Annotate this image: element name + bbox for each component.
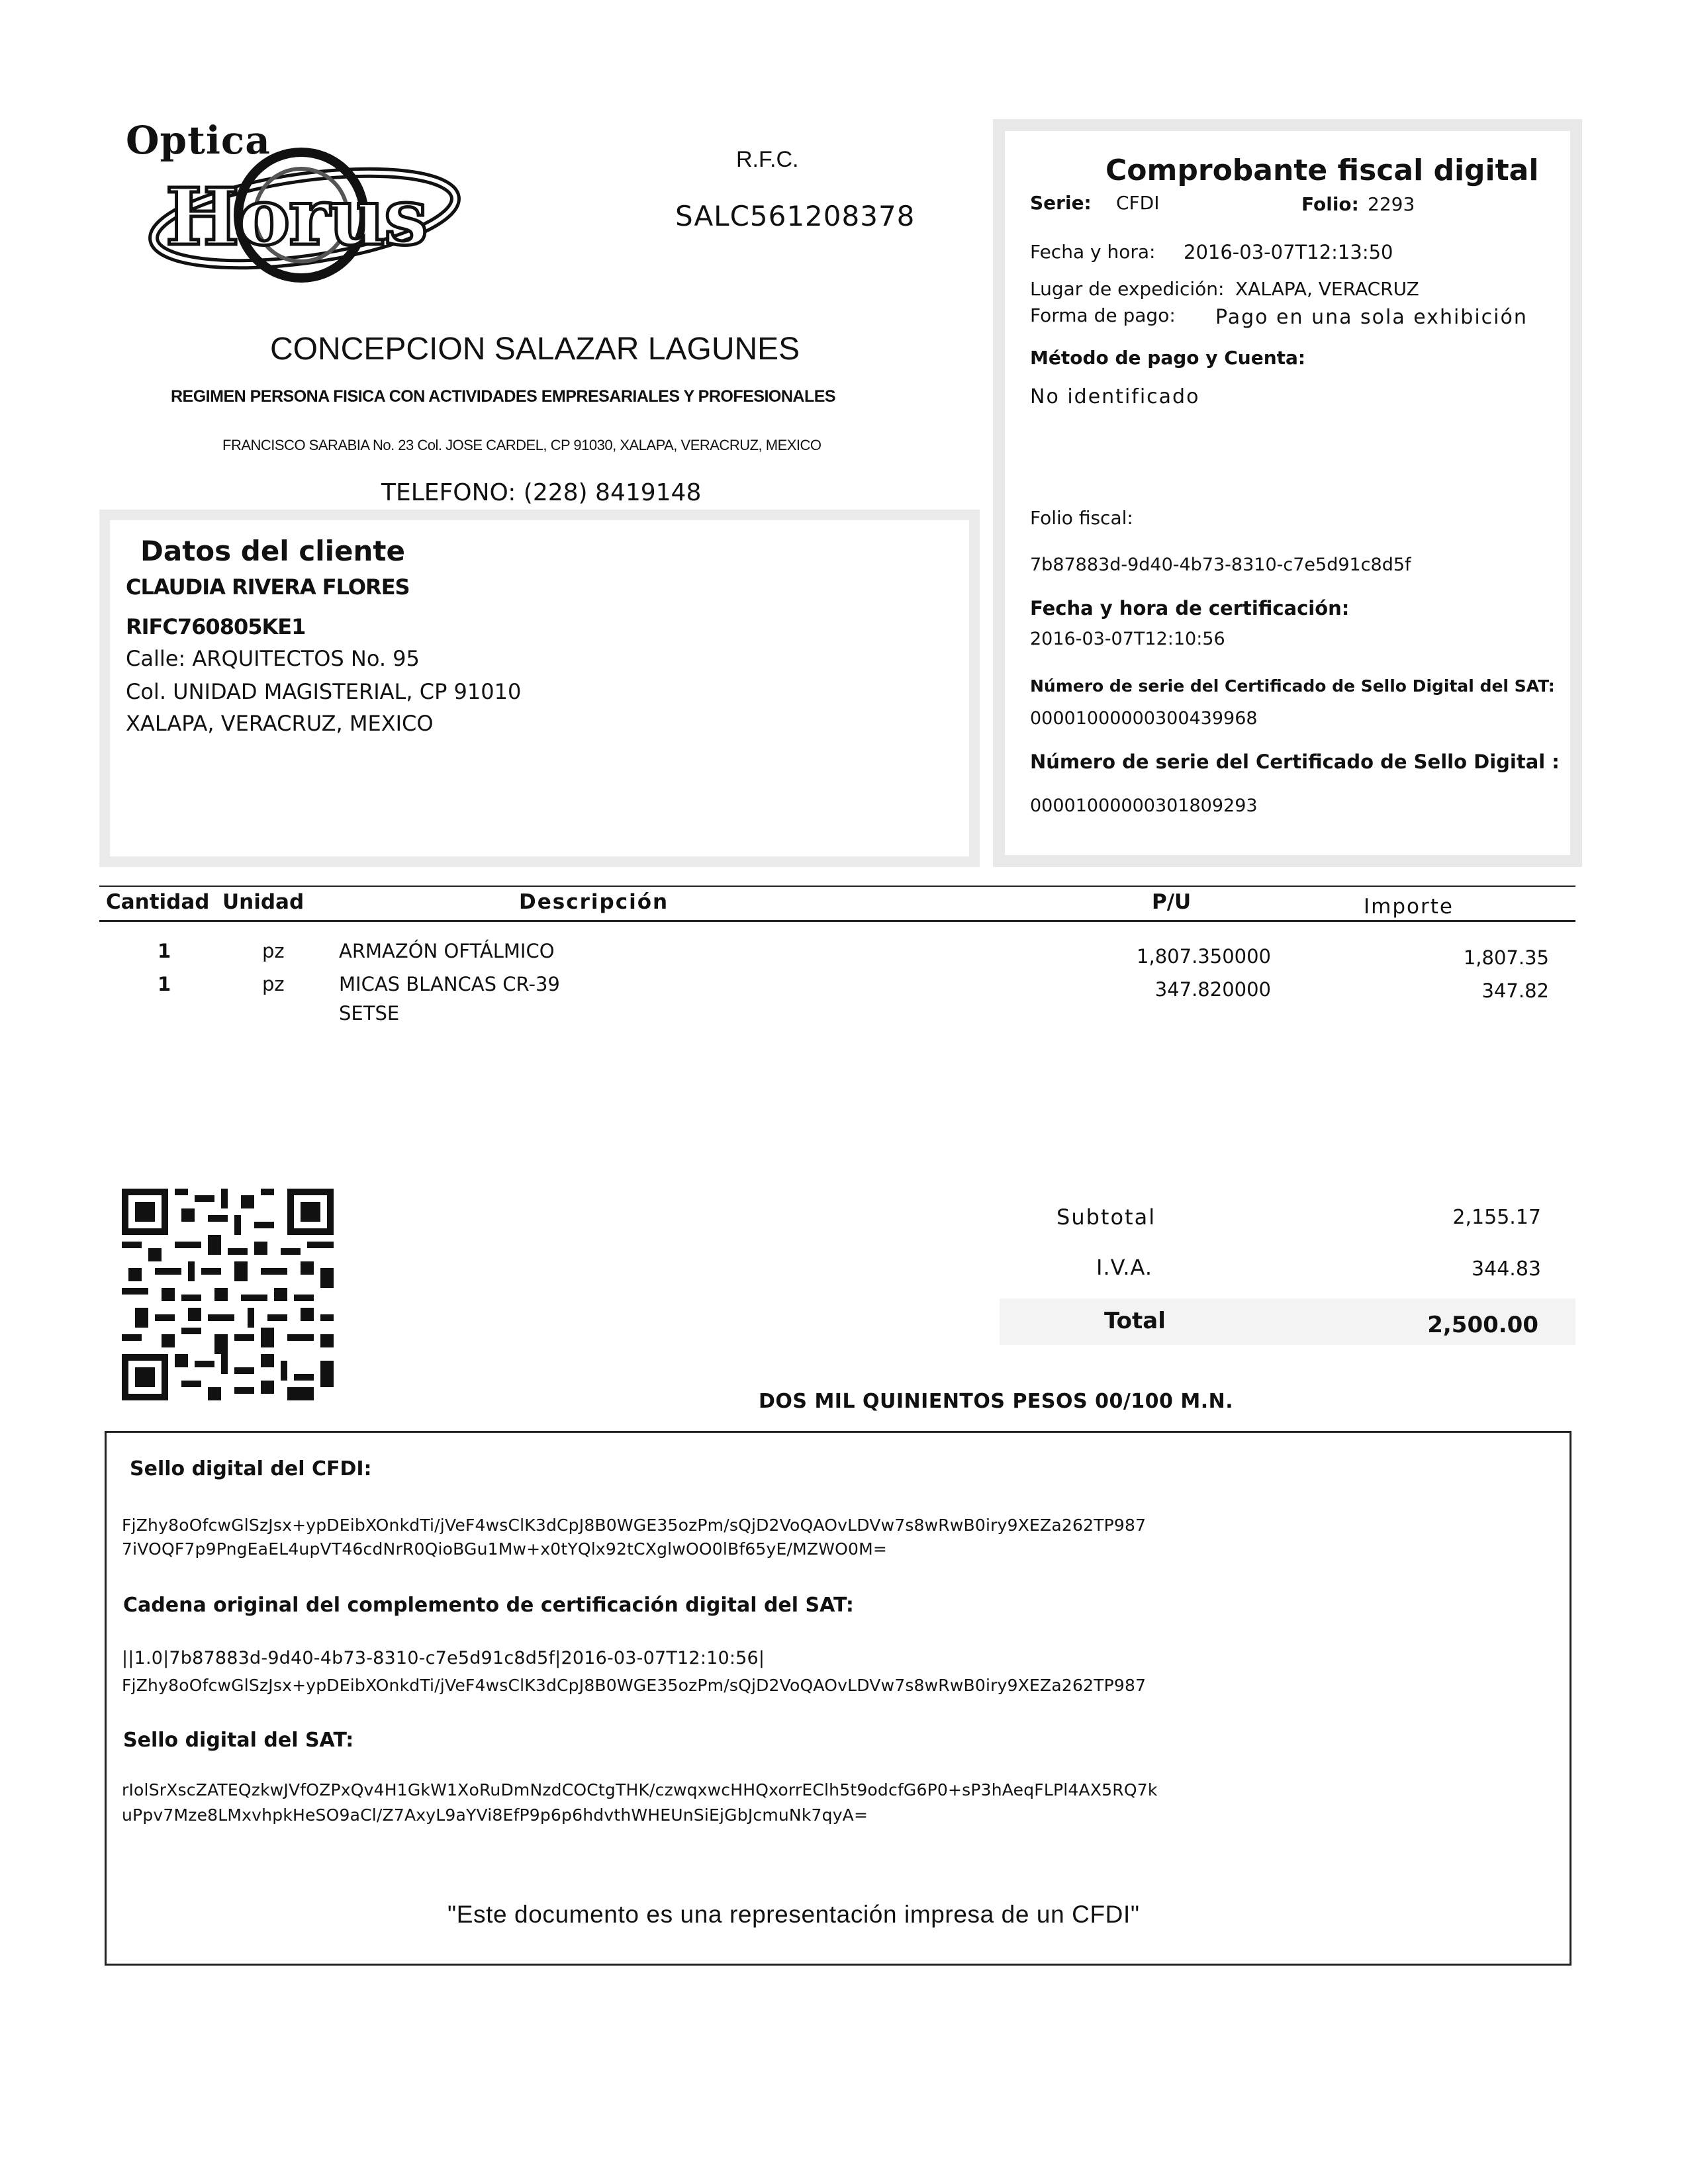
fiscal-title: Comprobante fiscal digital: [1105, 154, 1539, 187]
cert-value: 00001000000301809293: [1030, 796, 1258, 816]
rfc-label: R.F.C.: [736, 147, 799, 172]
metodo-value: No identificado: [1030, 385, 1200, 408]
row1-pu: 1,807.350000: [1137, 945, 1271, 968]
cfdi-seal-label: Sello digital del CFDI:: [130, 1457, 372, 1480]
folio-value: 2293: [1368, 193, 1415, 215]
folio-fiscal-label: Folio fiscal:: [1030, 507, 1133, 529]
col-amount-header: Importe: [1364, 895, 1454, 919]
serie-value: CFDI: [1116, 192, 1160, 214]
qr-code: [122, 1189, 334, 1400]
subtotal-value: 2,155.17: [1452, 1206, 1541, 1229]
client-colony: Col. UNIDAD MAGISTERIAL, CP 91010: [126, 679, 522, 704]
forma-label: Forma de pago:: [1030, 304, 1176, 326]
digital-seals-box: [105, 1431, 1571, 1966]
cert-sat-label: Número de serie del Certificado de Sello Digital del SAT:: [1030, 676, 1555, 696]
sat-seal-line1: rIolSrXscZATEQzkwJVfOZPxQv4H1GkW1XoRuDmNzdCOCtgTHK/czwqxwcHHQxorrEClh5t9odcfG6P0+sP3hAeqFLPl4AX5RQ7k: [122, 1780, 1158, 1799]
fecha-label: Fecha y hora:: [1030, 241, 1156, 263]
footer-note: "Este documento es una representación impresa de un CFDI": [447, 1901, 1140, 1928]
row2-pu: 347.820000: [1154, 978, 1271, 1001]
client-name: CLAUDIA RIVERA FLORES: [126, 574, 410, 600]
row2-unit: pz: [262, 973, 285, 995]
issuer-phone: TELEFONO: (228) 8419148: [381, 479, 702, 506]
col-desc-header: Descripción: [519, 890, 669, 914]
row1-unit: pz: [262, 940, 285, 962]
sat-seal-label: Sello digital del SAT:: [123, 1729, 354, 1752]
col-unit-header: Unidad: [222, 890, 305, 914]
client-title: Datos del cliente: [140, 535, 405, 567]
subtotal-label: Subtotal: [1056, 1205, 1156, 1230]
chain-line2: FjZhy8oOfcwGlSzJsx+ypDEibXOnkdTi/jVeF4wsClK3dCpJ8B0WGE35ozPm/sQjD2VoQAOvLDVw7s8wRwB0iry9XEZa262TP987: [122, 1676, 1147, 1695]
rfc-value: SALC561208378: [675, 200, 915, 232]
issuer-name: CONCEPCION SALAZAR LAGUNES: [270, 332, 800, 367]
forma-value: Pago en una sola exhibición: [1215, 306, 1528, 329]
total-value: 2,500.00: [1427, 1312, 1538, 1338]
row1-desc: ARMAZÓN OFTÁLMICO: [339, 940, 555, 962]
lugar-label: Lugar de expedición:: [1030, 278, 1225, 300]
row2-desc: MICAS BLANCAS CR-39: [339, 973, 560, 995]
row1-qty: 1: [158, 940, 171, 962]
cert-label: Número de serie del Certificado de Sello Digital :: [1030, 751, 1560, 773]
total-label: Total: [1104, 1308, 1166, 1334]
fecha-cert-value: 2016-03-07T12:10:56: [1030, 629, 1225, 649]
iva-value: 344.83: [1472, 1257, 1541, 1281]
client-street: Calle: ARQUITECTOS No. 95: [126, 646, 420, 671]
issuer-regime: REGIMEN PERSONA FISICA CON ACTIVIDADES EMPRESARIALES Y PROFESIONALES: [171, 387, 836, 406]
client-city: XALAPA, VERACRUZ, MEXICO: [126, 711, 434, 736]
row2-qty: 1: [158, 973, 171, 995]
col-pu-header: P/U: [1152, 890, 1192, 914]
table-header-rule: [99, 920, 1575, 922]
serie-label: Serie:: [1030, 192, 1092, 214]
fecha-cert-label: Fecha y hora de certificación:: [1030, 597, 1350, 619]
client-rfc: RIFC760805KE1: [126, 614, 306, 639]
lugar-value: XALAPA, VERACRUZ: [1235, 278, 1419, 300]
row2-amount: 347.82: [1481, 979, 1549, 1002]
metodo-label: Método de pago y Cuenta:: [1030, 347, 1306, 369]
table-top-rule: [99, 886, 1575, 887]
iva-label: I.V.A.: [1096, 1255, 1153, 1280]
issuer-address: FRANCISCO SARABIA No. 23 Col. JOSE CARDEL, CP 91030, XALAPA, VERACRUZ, MEXICO: [222, 437, 821, 453]
logo-brand: Horus: [165, 171, 427, 263]
folio-fiscal-value: 7b87883d-9d40-4b73-8310-c7e5d91c8d5f: [1030, 555, 1411, 575]
cfdi-seal-line1: FjZhy8oOfcwGlSzJsx+ypDEibXOnkdTi/jVeF4wsClK3dCpJ8B0WGE35ozPm/sQjD2VoQAOvLDVw7s8wRwB0iry9XEZa262TP987: [122, 1516, 1147, 1535]
col-qty-header: Cantidad: [106, 890, 210, 914]
amount-in-words: DOS MIL QUINIENTOS PESOS 00/100 M.N.: [759, 1390, 1234, 1413]
cfdi-seal-line2: 7iVOQF7p9PngEaEL4upVT46cdNrR0QioBGu1Mw+x0tYQlx92tCXglwOO0lBf65yE/MZWO0M=: [122, 1539, 888, 1559]
chain-line1: ||1.0|7b87883d-9d40-4b73-8310-c7e5d91c8d5f|2016-03-07T12:10:56|: [122, 1648, 765, 1668]
sat-seal-line2: uPpv7Mze8LMxvhpkHeSO9aCl/Z7AxyL9aYVi8EfP9p6p6hdvthWHEUnSiEjGbJcmuNk7qyA=: [122, 1805, 868, 1825]
row2-desc-cont: SETSE: [339, 1002, 400, 1024]
logo-word: Optica: [126, 118, 271, 163]
folio-label: Folio:: [1301, 193, 1359, 215]
row1-amount: 1,807.35: [1463, 946, 1549, 969]
chain-label: Cadena original del complemento de certificación digital del SAT:: [123, 1594, 854, 1617]
cert-sat-value: 00001000000300439968: [1030, 708, 1258, 729]
fecha-value: 2016-03-07T12:13:50: [1184, 241, 1393, 263]
